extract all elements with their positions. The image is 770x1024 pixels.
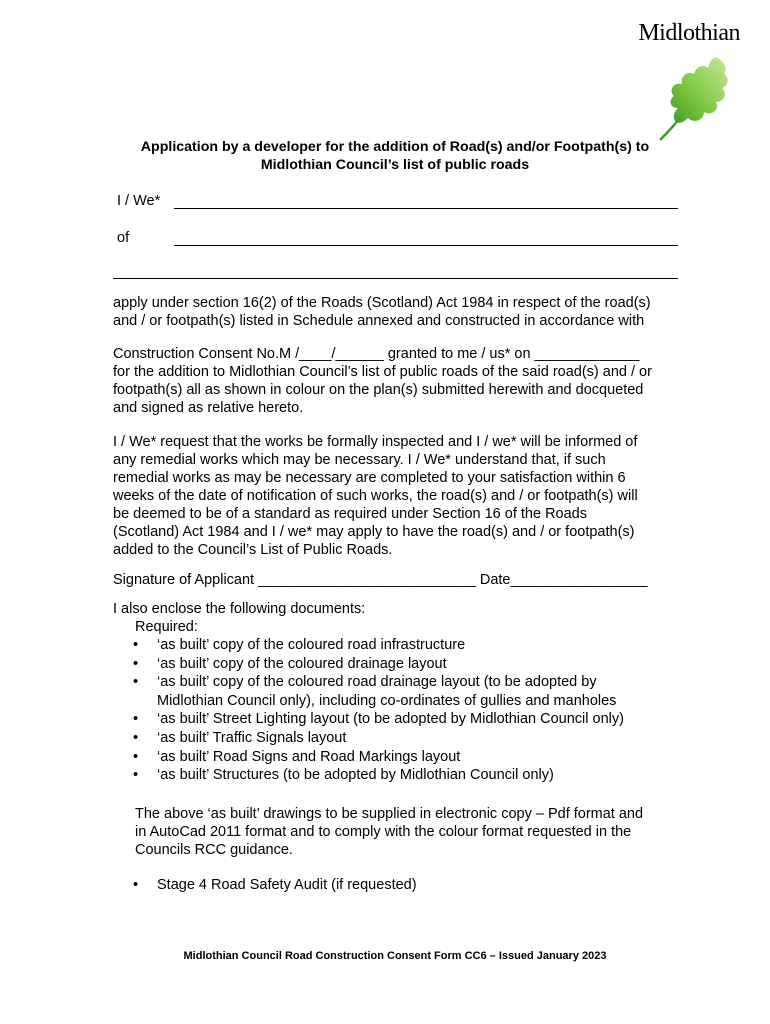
midlothian-logo (620, 20, 740, 120)
required-label: Required: (135, 619, 198, 635)
paragraph-construction-consent (113, 345, 693, 417)
text-line: and / or footpath(s) listed in Schedule annexed and constructed in accordance with (113, 313, 645, 329)
form-footer: Midlothian Council Road Construction Consent Form CC6 – Issued January 2023 (183, 950, 607, 962)
text-line: any remedial works which may be necessary. I / We* understand that, if such (113, 452, 606, 468)
list-item: • ‘as built’ Traffic Signals layout (113, 729, 624, 748)
paragraph-section-16 (113, 294, 693, 330)
optional-documents-list (113, 876, 417, 895)
text-line: Construction Consent No.M /____/______ granted to me / us* on _____________ (113, 346, 640, 362)
list-item: • ‘as built’ Street Lighting layout (to be adopted by Midlothian Council only) (113, 710, 624, 729)
title-line-2: Midlothian Council’s list of public roads (260, 157, 530, 173)
list-item: • ‘as built’ copy of the coloured road infrastructure (113, 636, 624, 655)
address-input-line-2[interactable] (113, 262, 678, 279)
text-line: Councils RCC guidance. (135, 842, 293, 858)
text-line: (Scotland) Act 1984 and I / we* may apply to have the road(s) and / or footpath(s) (113, 524, 635, 540)
address-input-line-1[interactable] (174, 229, 678, 246)
we-label: I / We* (117, 193, 161, 209)
list-item-continuation: Midlothian Council only), including co-ordinates of gullies and manholes (157, 692, 617, 709)
required-documents-list (113, 636, 624, 785)
text-line: I / We* request that the works be formally inspected and I / we* will be informed of (113, 434, 638, 450)
list-item: • ‘as built’ Structures (to be adopted by Midlothian Council only) (113, 766, 624, 785)
oak-leaf-icon (658, 56, 730, 142)
text-line: weeks of the date of notification of such works, the road(s) and / or footpath(s) will (113, 488, 638, 504)
text-line: apply under section 16(2) of the Roads (Scotland) Act 1984 in respect of the road(s) (113, 295, 651, 311)
signature-line: Signature of Applicant ___________________________ Date_________________ (113, 572, 648, 588)
text-line: and signed as relative hereto. (113, 400, 304, 416)
text-line: remedial works as may be necessary are completed to your satisfaction within 6 (113, 470, 626, 486)
text-line: I also enclose the following documents: (113, 601, 366, 617)
electronic-copy-note (135, 805, 715, 859)
text-line: in AutoCad 2011 format and to comply with the colour format requested in the (135, 824, 632, 840)
text-line: added to the Council’s List of Public Roads. (113, 542, 393, 558)
list-item: • ‘as built’ Road Signs and Road Markings layout (113, 748, 624, 767)
list-item: • ‘as built’ copy of the coloured drainage layout (113, 655, 624, 674)
title-line-1: Application by a developer for the addition of Road(s) and/or Footpath(s) to (140, 139, 650, 155)
list-item: • Stage 4 Road Safety Audit (if requested) (113, 876, 417, 895)
enclosures-intro (113, 600, 693, 636)
paragraph-inspection-request (113, 433, 693, 559)
we-input-line[interactable] (174, 192, 678, 209)
of-label: of (117, 230, 130, 246)
text-line: The above ‘as built’ drawings to be supplied in electronic copy – Pdf format and (135, 806, 644, 822)
text-line: be deemed to be of a standard as required under Section 16 of the Roads (113, 506, 587, 522)
list-item: • ‘as built’ copy of the coloured road drainage layout (to be adopted by (113, 673, 624, 692)
text-line: for the addition to Midlothian Council’s list of public roads of the said road(s) and / or (113, 364, 652, 380)
logo-text: Midlothian (638, 20, 740, 46)
form-title (0, 138, 770, 174)
text-line: footpath(s) all as shown in colour on the plan(s) submitted herewith and docqueted (113, 382, 644, 398)
